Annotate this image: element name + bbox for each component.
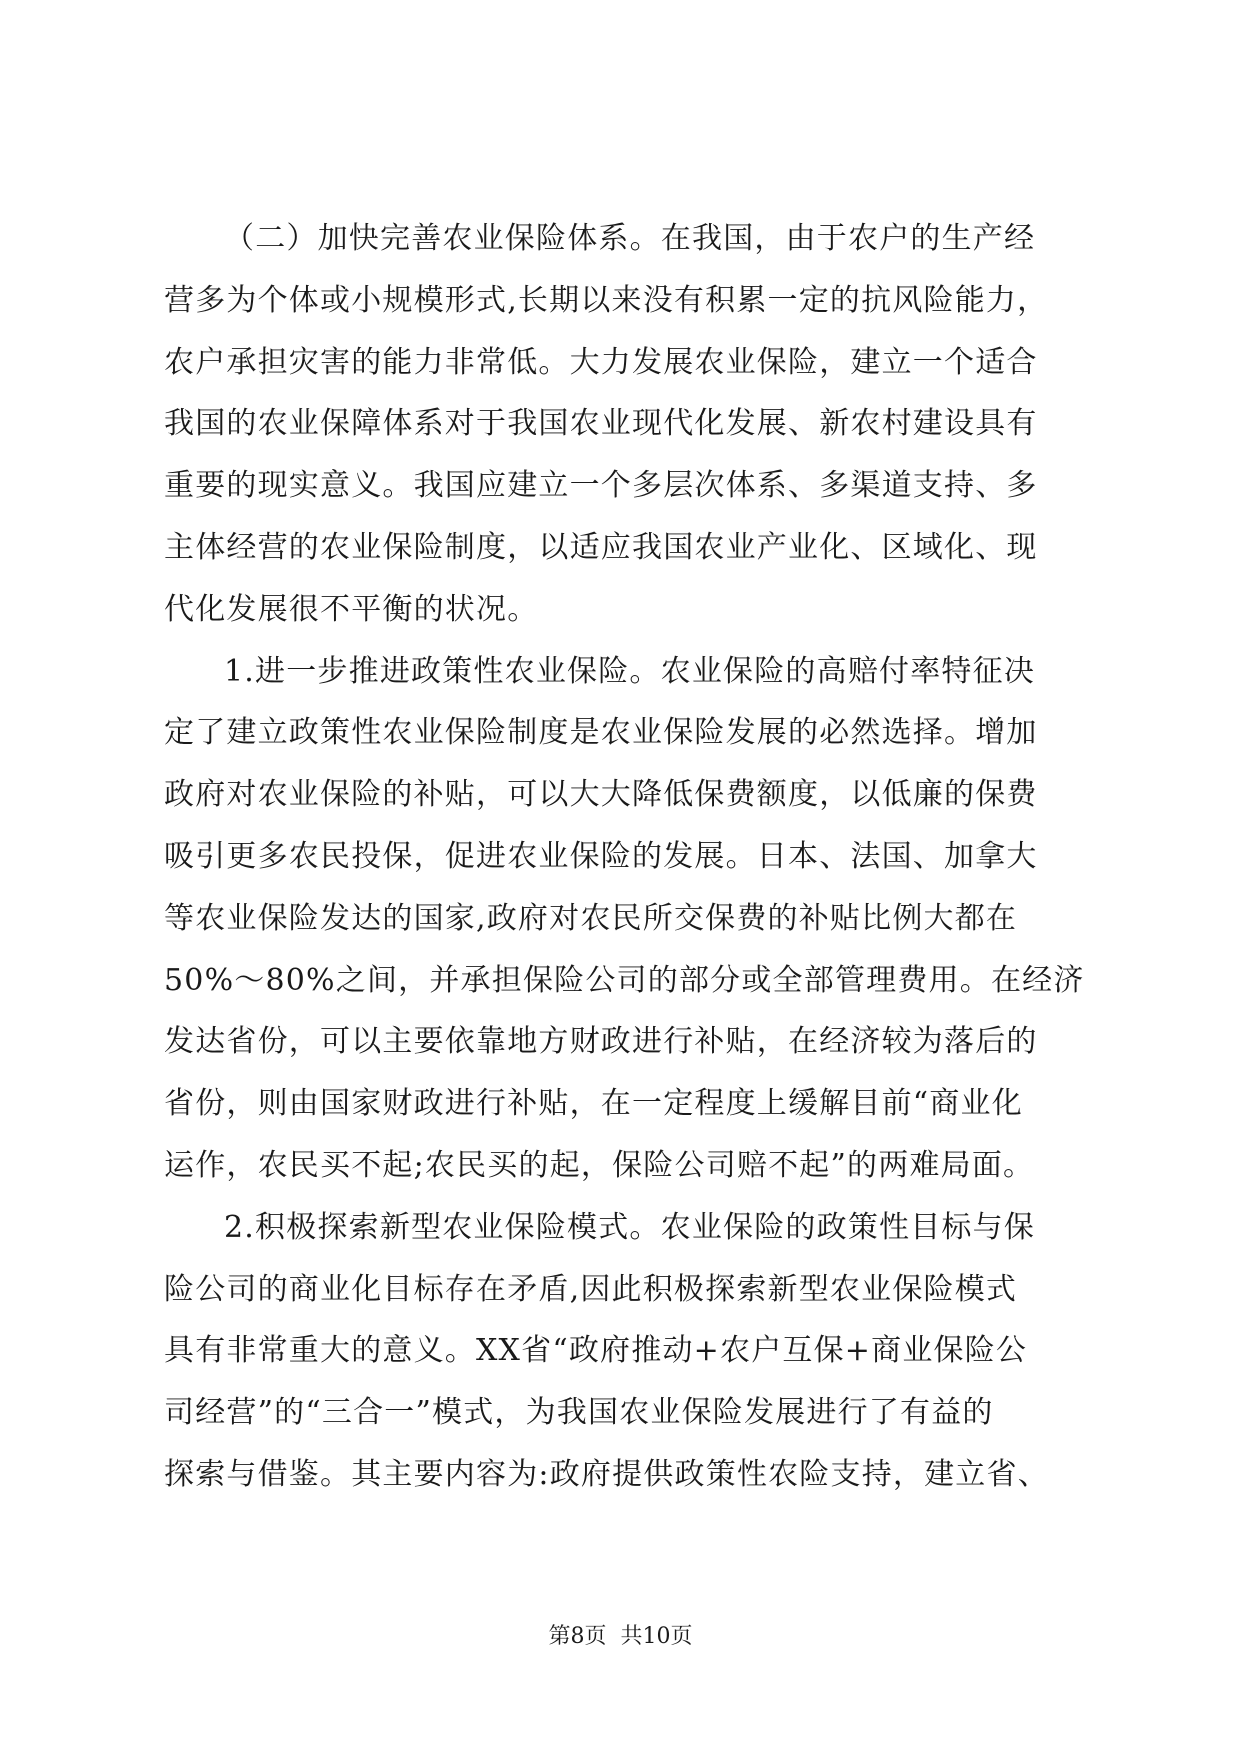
text-line: 发达省份，可以主要依靠地方财政进行补贴，在经济较为落后的 (164, 1024, 1038, 1060)
text-line: 我国的农业保障体系对于我国农业现代化发展、新农村建设具有 (164, 406, 1038, 442)
text-line: 险公司的商业化目标存在矛盾,因此积极探索新型农业保险模式 (164, 1271, 1018, 1307)
text-line: 2.积极探索新型农业保险模式。农业保险的政策性目标与保 (224, 1209, 1036, 1245)
text-line: 主体经营的农业保险制度，以适应我国农业产业化、区域化、现 (164, 529, 1038, 565)
text-line: 司经营”的“三合一”模式，为我国农业保险发展进行了有益的 (164, 1395, 994, 1431)
text-line: 政府对农业保险的补贴，可以大大降低保费额度，以低廉的保费 (164, 777, 1038, 813)
text-line: 1.进一步推进政策性农业保险。农业保险的高赔付率特征决 (224, 653, 1036, 689)
page-footer (0, 1622, 1241, 1652)
text-line: 具有非常重大的意义。XX省“政府推动+农户互保+商业保险公 (164, 1333, 1028, 1369)
text-line: 50%～80%之间，并承担保险公司的部分或全部管理费用。在经济 (164, 962, 1085, 998)
body-text (164, 208, 1124, 1506)
text-line: 农户承担灾害的能力非常低。大力发展农业保险，建立一个适合 (164, 344, 1038, 380)
page-number: 第8页 (548, 1624, 607, 1649)
text-line: 省份，则由国家财政进行补贴，在一定程度上缓解目前“商业化 (164, 1086, 1023, 1122)
text-line: 探索与借鉴。其主要内容为:政府提供政策性农险支持，建立省、 (164, 1456, 1049, 1492)
text-line: 定了建立政策性农业保险制度是农业保险发展的必然选择。增加 (164, 715, 1038, 751)
text-line: 吸引更多农民投保，促进农业保险的发展。日本、法国、加拿大 (164, 838, 1038, 874)
text-line: 等农业保险发达的国家,政府对农民所交保费的补贴比例大都在 (164, 900, 1018, 936)
text-line: （二）加快完善农业保险体系。在我国，由于农户的生产经 (224, 221, 1036, 256)
page-total: 共10页 (620, 1624, 693, 1649)
text-line: 重要的现实意义。我国应建立一个多层次体系、多渠道支持、多 (164, 468, 1038, 504)
text-line: 营多为个体或小规模形式,长期以来没有积累一定的抗风险能力， (164, 282, 1049, 318)
text-line: 代化发展很不平衡的状况。 (164, 591, 539, 627)
text-line: 运作，农民买不起;农民买的起，保险公司赔不起”的两难局面。 (164, 1147, 1035, 1183)
